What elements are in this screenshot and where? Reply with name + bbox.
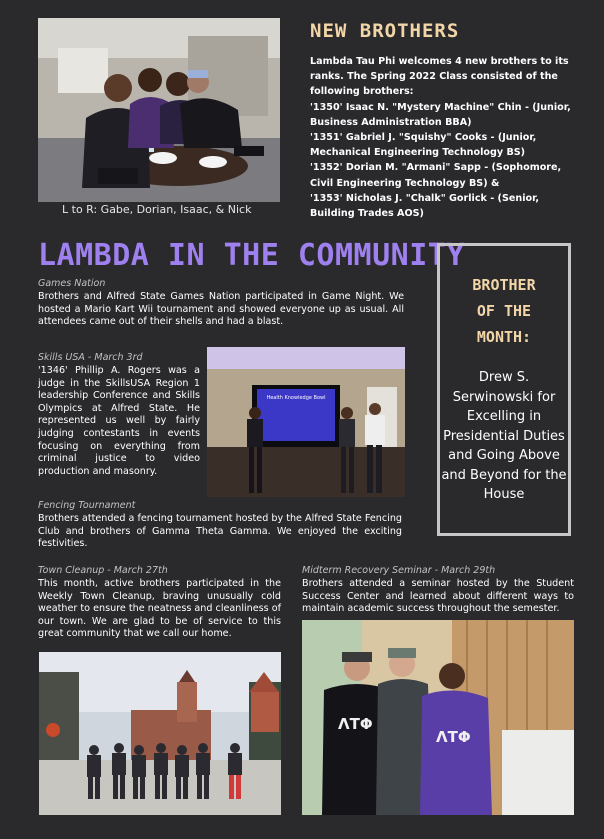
botm-title-line-2: OF THE (476, 302, 532, 320)
new-brothers-title: NEW BROTHERS (310, 20, 460, 42)
town-cleanup-photo (39, 652, 281, 815)
new-brother-1350: '1350' Isaac N. "Mystery Machine" Chin - (Junior, Business Administration BBA) (310, 101, 571, 128)
fencing-heading: Fencing Tournament (38, 500, 136, 511)
seminar-heading: Midterm Recovery Seminar - March 29th (302, 565, 496, 576)
brother-of-month-text: Drew S. Serwinowski for Excelling in Presidential Duties and Going Above and Beyond for the House (441, 370, 567, 502)
fencing-text: Brothers attended a fencing tournament hosted by the Alfred State Fencing Club and brothers of Gamma Theta Gamma. We enjoyed the exciting festivities. (38, 513, 402, 550)
skills-usa-text: '1346' Phillip A. Rogers was a judge in the SkillsUSA Region 1 leadership Conference and Skills Olympics at Alfred State. He represented us well by fairly judging contestants in events focusing on everything from criminal justice to video production and masonry. (38, 365, 200, 477)
new-brother-1353: '1353' Nicholas J. "Chalk" Gorlick - (Senior, Building Trades AOS) (310, 192, 540, 220)
games-nation-heading: Games Nation (38, 278, 106, 289)
botm-title-line-1: BROTHER (472, 276, 536, 294)
skills-usa-heading: Skills USA - March 3rd (38, 352, 143, 363)
seminar-text: Brothers attended a seminar hosted by the Student Success Center and learned about different ways to maintain academic success throughout the semester. (302, 578, 574, 615)
community-title: LAMBDA IN THE COMMUNITY (38, 238, 465, 273)
cleanup-heading: Town Cleanup - March 27th (38, 565, 168, 576)
new-brother-1351: '1351' Gabriel J. "Squishy" Cooks - (Junior, Mechanical Engineering Technology BS) (310, 132, 537, 159)
new-brother-1352: '1352' Dorian M. "Armani" Sapp - (Sophomore, Civil Engineering Technology BS) & (310, 162, 562, 189)
skills-usa-photo (207, 347, 405, 497)
seminar-shirt-letters-1: ΛΤΦ (338, 715, 373, 733)
cleanup-text: This month, active brothers participated in the Weekly Town Cleanup, braving unusually cold weather to ensure the neatness and cleanliness of our town. We are glad to be of service to this great community that we call our home. (38, 578, 281, 640)
seminar-photo (302, 620, 574, 815)
botm-title-line-3: MONTH: (476, 328, 532, 346)
games-nation-text: Brothers and Alfred State Games Nation participated in Game Night. We hosted a Mario Kart Wii tournament and showed everyone up as usual. All attendees came out of their shells and had a blast. (38, 291, 404, 328)
new-brothers-text (310, 54, 576, 221)
brother-of-month-title (440, 272, 568, 350)
seminar-shirt-letters-2: ΛΤΦ (436, 728, 471, 746)
skills-usa-screen-text: Health Knowledge Bowl (266, 395, 326, 401)
new-brothers-photo (38, 18, 280, 202)
brother-of-month-box (437, 243, 571, 536)
new-brothers-photo-caption: L to R: Gabe, Dorian, Isaac, & Nick (62, 203, 252, 216)
new-brothers-intro: Lambda Tau Phi welcomes 4 new brothers to its ranks. The Spring 2022 Class consisted of the following brothers: (310, 56, 569, 98)
